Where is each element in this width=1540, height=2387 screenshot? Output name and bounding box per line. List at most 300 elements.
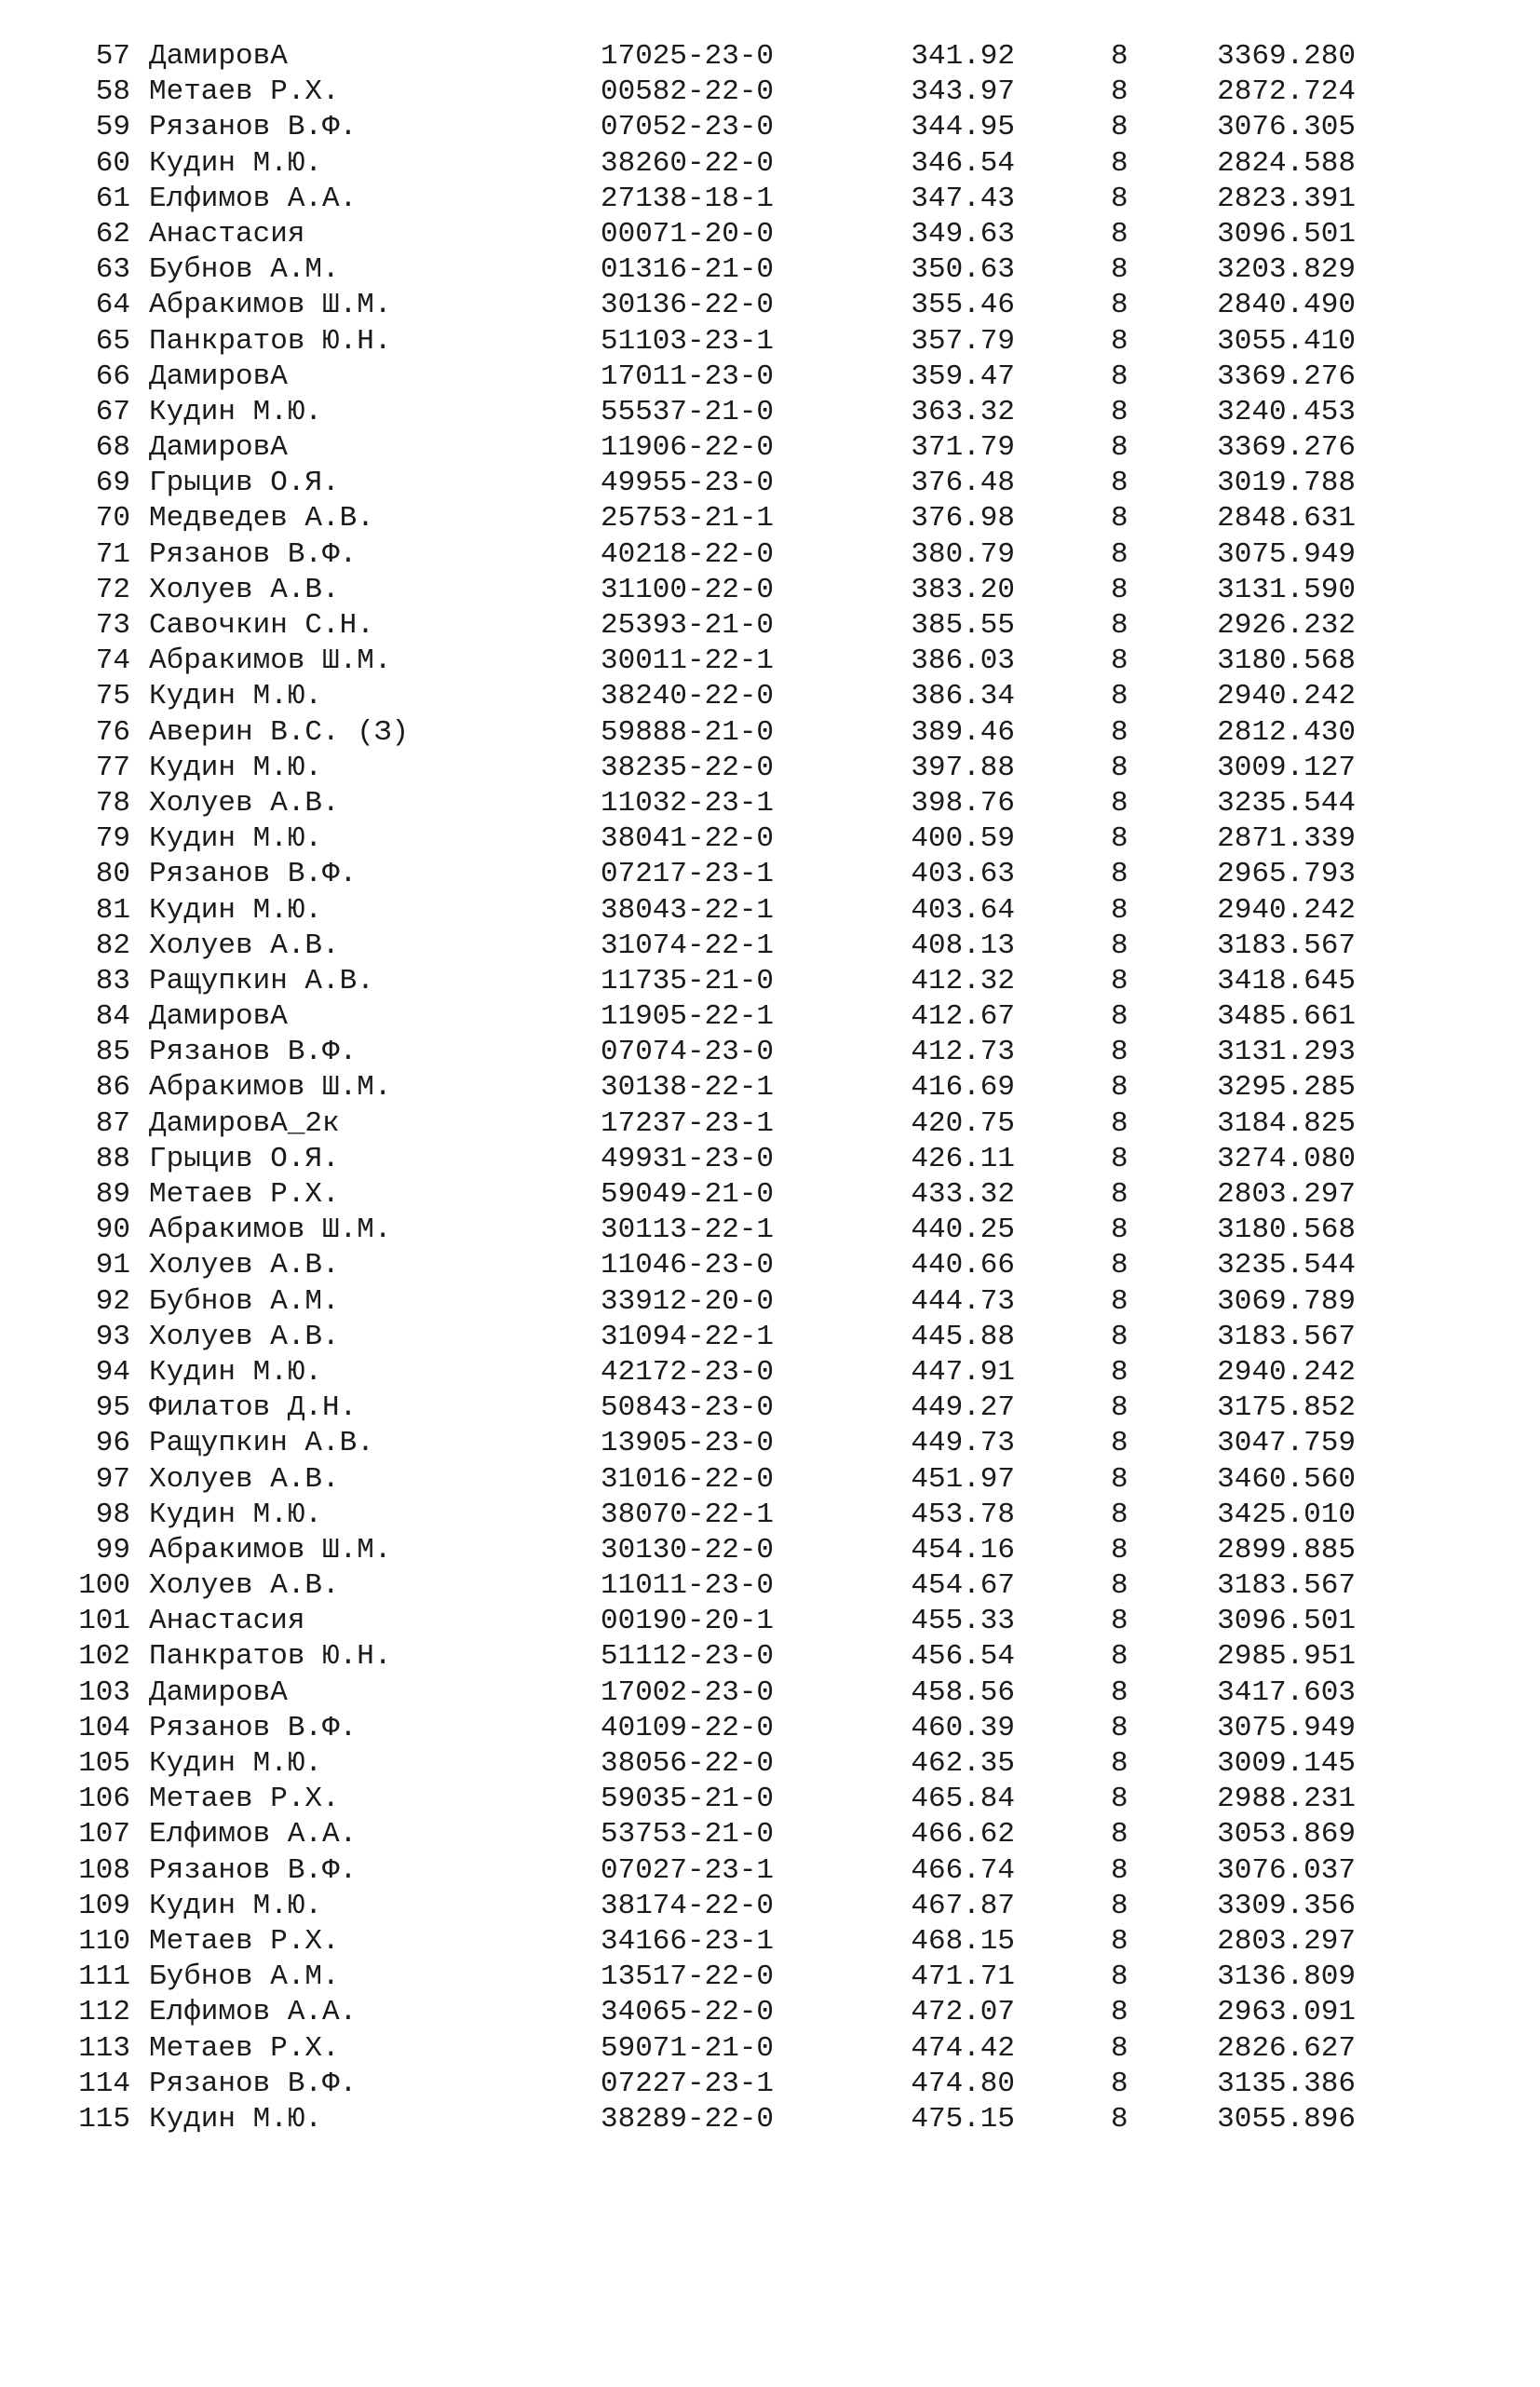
item-code: 38056-22-0 (601, 1747, 775, 1780)
item-code: 31016-22-0 (601, 1462, 775, 1496)
count-value: 8 (1111, 537, 1128, 571)
item-code: 34065-22-0 (601, 1996, 775, 2029)
row-number: 66 (95, 359, 130, 393)
row-number: 105 (78, 1747, 130, 1780)
row-number: 74 (95, 644, 130, 678)
item-code: 00582-22-0 (601, 75, 775, 109)
total-value: 3183.567 (1217, 1320, 1356, 1353)
count-value: 8 (1111, 1391, 1128, 1425)
operator-name: Филатов Д.Н. (149, 1391, 358, 1425)
count-value: 8 (1111, 1889, 1128, 1922)
count-value: 8 (1111, 2102, 1128, 2136)
total-value: 3203.829 (1217, 253, 1356, 287)
item-code: 38235-22-0 (601, 751, 775, 784)
measured-value: 341.92 (911, 40, 1015, 73)
total-value: 2940.242 (1217, 680, 1356, 713)
row-number: 115 (78, 2102, 130, 2136)
table-row (0, 1390, 1540, 1426)
row-number: 67 (95, 395, 130, 428)
item-code: 38289-22-0 (601, 2102, 775, 2136)
row-number: 65 (95, 324, 130, 358)
measured-value: 455.33 (911, 1605, 1015, 1638)
count-value: 8 (1111, 217, 1128, 251)
row-number: 73 (95, 609, 130, 642)
total-value: 3075.949 (1217, 537, 1356, 571)
document-table (0, 39, 1540, 2137)
table-row (0, 1355, 1540, 1390)
item-code: 50843-23-0 (601, 1391, 775, 1425)
row-number: 60 (95, 146, 130, 180)
operator-name: Абракимов Ш.М. (149, 1071, 392, 1105)
item-code: 17237-23-1 (601, 1106, 775, 1140)
item-code: 49955-23-0 (601, 467, 775, 500)
table-row (0, 359, 1540, 395)
table-row (0, 1177, 1540, 1213)
row-number: 112 (78, 1996, 130, 2029)
item-code: 59035-21-0 (601, 1783, 775, 1816)
total-value: 3183.567 (1217, 1569, 1356, 1603)
operator-name: Кудин М.Ю. (149, 893, 323, 927)
item-code: 13517-22-0 (601, 1960, 775, 1994)
table-row (0, 252, 1540, 288)
item-code: 07052-23-0 (601, 111, 775, 144)
count-value: 8 (1111, 1569, 1128, 1603)
measured-value: 440.25 (911, 1214, 1015, 1247)
table-row (0, 1960, 1540, 1995)
count-value: 8 (1111, 680, 1128, 713)
count-value: 8 (1111, 467, 1128, 500)
measured-value: 475.15 (911, 2102, 1015, 2136)
operator-name: Метаев Р.Х. (149, 1783, 340, 1816)
total-value: 3369.280 (1217, 40, 1356, 73)
total-value: 3235.544 (1217, 1249, 1356, 1282)
row-number: 69 (95, 467, 130, 500)
item-code: 01316-21-0 (601, 253, 775, 287)
measured-value: 400.59 (911, 822, 1015, 856)
table-row (0, 2067, 1540, 2102)
item-code: 30011-22-1 (601, 644, 775, 678)
total-value: 3131.293 (1217, 1036, 1356, 1069)
item-code: 30130-22-0 (601, 1533, 775, 1566)
row-number: 95 (95, 1391, 130, 1425)
total-value: 2965.793 (1217, 858, 1356, 891)
operator-name: Метаев Р.Х. (149, 1924, 340, 1958)
row-number: 99 (95, 1533, 130, 1566)
operator-name: Панкратов Ю.Н. (149, 324, 392, 358)
measured-value: 355.46 (911, 289, 1015, 322)
table-row (0, 1142, 1540, 1177)
row-number: 92 (95, 1284, 130, 1318)
row-number: 110 (78, 1924, 130, 1958)
measured-value: 357.79 (911, 324, 1015, 358)
count-value: 8 (1111, 1178, 1128, 1211)
measured-value: 349.63 (911, 217, 1015, 251)
item-code: 38070-22-1 (601, 1498, 775, 1531)
operator-name: Кудин М.Ю. (149, 680, 323, 713)
count-value: 8 (1111, 1960, 1128, 1994)
row-number: 102 (78, 1640, 130, 1674)
measured-value: 389.46 (911, 715, 1015, 749)
table-row (0, 146, 1540, 182)
measured-value: 433.32 (911, 1178, 1015, 1211)
operator-name: Бубнов А.М. (149, 1960, 340, 1994)
row-number: 81 (95, 893, 130, 927)
row-number: 107 (78, 1818, 130, 1851)
table-row (0, 501, 1540, 536)
measured-value: 420.75 (911, 1106, 1015, 1140)
count-value: 8 (1111, 1818, 1128, 1851)
total-value: 3009.145 (1217, 1747, 1356, 1780)
operator-name: Грыцив О.Я. (149, 1142, 340, 1175)
measured-value: 472.07 (911, 1996, 1015, 2029)
measured-value: 383.20 (911, 573, 1015, 606)
item-code: 31100-22-0 (601, 573, 775, 606)
total-value: 2940.242 (1217, 893, 1356, 927)
table-row (0, 1675, 1540, 1711)
item-code: 59888-21-0 (601, 715, 775, 749)
count-value: 8 (1111, 715, 1128, 749)
operator-name: Кудин М.Ю. (149, 395, 323, 428)
row-number: 82 (95, 929, 130, 962)
total-value: 3425.010 (1217, 1498, 1356, 1531)
operator-name: Кудин М.Ю. (149, 1747, 323, 1780)
item-code: 11906-22-0 (601, 431, 775, 465)
row-number: 90 (95, 1214, 130, 1247)
operator-name: Кудин М.Ю. (149, 1498, 323, 1531)
row-number: 78 (95, 786, 130, 820)
row-number: 63 (95, 253, 130, 287)
count-value: 8 (1111, 751, 1128, 784)
row-number: 87 (95, 1106, 130, 1140)
table-row (0, 1106, 1540, 1142)
count-value: 8 (1111, 40, 1128, 73)
row-number: 97 (95, 1462, 130, 1496)
row-number: 80 (95, 858, 130, 891)
item-code: 11735-21-0 (601, 964, 775, 997)
operator-name: Анастасия (149, 1605, 305, 1638)
total-value: 2824.588 (1217, 146, 1356, 180)
total-value: 3009.127 (1217, 751, 1356, 784)
table-row (0, 1320, 1540, 1355)
measured-value: 363.32 (911, 395, 1015, 428)
measured-value: 416.69 (911, 1071, 1015, 1105)
count-value: 8 (1111, 929, 1128, 962)
count-value: 8 (1111, 1284, 1128, 1318)
table-row (0, 893, 1540, 929)
operator-name: Аверин В.С. (З) (149, 715, 410, 749)
item-code: 38240-22-0 (601, 680, 775, 713)
operator-name: Рязанов В.Ф. (149, 1711, 358, 1744)
count-value: 8 (1111, 1000, 1128, 1034)
measured-value: 426.11 (911, 1142, 1015, 1175)
operator-name: Холуев А.В. (149, 929, 340, 962)
table-row (0, 1924, 1540, 1960)
total-value: 2985.951 (1217, 1640, 1356, 1674)
table-row (0, 2102, 1540, 2137)
count-value: 8 (1111, 182, 1128, 215)
count-value: 8 (1111, 1783, 1128, 1816)
item-code: 31074-22-1 (601, 929, 775, 962)
table-row (0, 1604, 1540, 1639)
operator-name: ДамировА (149, 1000, 288, 1034)
operator-name: Абракимов Ш.М. (149, 1214, 392, 1247)
table-row (0, 39, 1540, 75)
total-value: 3274.080 (1217, 1142, 1356, 1175)
item-code: 00190-20-1 (601, 1605, 775, 1638)
measured-value: 398.76 (911, 786, 1015, 820)
item-code: 07227-23-1 (601, 2067, 775, 2100)
total-value: 2988.231 (1217, 1783, 1356, 1816)
count-value: 8 (1111, 964, 1128, 997)
row-number: 75 (95, 680, 130, 713)
total-value: 2840.490 (1217, 289, 1356, 322)
item-code: 30138-22-1 (601, 1071, 775, 1105)
total-value: 3184.825 (1217, 1106, 1356, 1140)
operator-name: Савочкин С.Н. (149, 609, 374, 642)
table-row (0, 1711, 1540, 1746)
count-value: 8 (1111, 359, 1128, 393)
count-value: 8 (1111, 893, 1128, 927)
row-number: 113 (78, 2031, 130, 2065)
count-value: 8 (1111, 573, 1128, 606)
operator-name: Холуев А.В. (149, 1249, 340, 1282)
operator-name: Кудин М.Ю. (149, 751, 323, 784)
table-row (0, 821, 1540, 857)
measured-value: 412.67 (911, 1000, 1015, 1034)
count-value: 8 (1111, 858, 1128, 891)
table-row (0, 395, 1540, 430)
count-value: 8 (1111, 1853, 1128, 1887)
item-code: 07027-23-1 (601, 1853, 775, 1887)
operator-name: Рязанов В.Ф. (149, 2067, 358, 2100)
count-value: 8 (1111, 2031, 1128, 2065)
total-value: 2826.627 (1217, 2031, 1356, 2065)
operator-name: Бубнов А.М. (149, 1284, 340, 1318)
count-value: 8 (1111, 609, 1128, 642)
measured-value: 454.16 (911, 1533, 1015, 1566)
total-value: 2803.297 (1217, 1178, 1356, 1211)
operator-name: Холуев А.В. (149, 1462, 340, 1496)
row-number: 108 (78, 1853, 130, 1887)
count-value: 8 (1111, 111, 1128, 144)
count-value: 8 (1111, 2067, 1128, 2100)
total-value: 2899.885 (1217, 1533, 1356, 1566)
count-value: 8 (1111, 1355, 1128, 1389)
table-row (0, 2031, 1540, 2067)
table-row (0, 324, 1540, 359)
operator-name: Елфимов А.А. (149, 1818, 358, 1851)
item-code: 40218-22-0 (601, 537, 775, 571)
total-value: 3309.356 (1217, 1889, 1356, 1922)
item-code: 38260-22-0 (601, 146, 775, 180)
measured-value: 445.88 (911, 1320, 1015, 1353)
row-number: 94 (95, 1355, 130, 1389)
item-code: 31094-22-1 (601, 1320, 775, 1353)
measured-value: 412.73 (911, 1036, 1015, 1069)
row-number: 89 (95, 1178, 130, 1211)
operator-name: Ращупкин А.В. (149, 964, 374, 997)
operator-name: Рязанов В.Ф. (149, 1853, 358, 1887)
total-value: 3136.809 (1217, 1960, 1356, 1994)
operator-name: Метаев Р.Х. (149, 2031, 340, 2065)
measured-value: 444.73 (911, 1284, 1015, 1318)
total-value: 3075.949 (1217, 1711, 1356, 1744)
operator-name: ДамировА_2к (149, 1106, 340, 1140)
item-code: 55537-21-0 (601, 395, 775, 428)
operator-name: Абракимов Ш.М. (149, 1533, 392, 1566)
item-code: 30113-22-1 (601, 1214, 775, 1247)
total-value: 3076.037 (1217, 1853, 1356, 1887)
measured-value: 466.62 (911, 1818, 1015, 1851)
total-value: 3369.276 (1217, 359, 1356, 393)
item-code: 13905-23-0 (601, 1427, 775, 1460)
count-value: 8 (1111, 1036, 1128, 1069)
row-number: 79 (95, 822, 130, 856)
row-number: 61 (95, 182, 130, 215)
item-code: 25753-21-1 (601, 502, 775, 536)
operator-name: Холуев А.В. (149, 1320, 340, 1353)
table-row (0, 1746, 1540, 1782)
item-code: 53753-21-0 (601, 1818, 775, 1851)
table-row (0, 1782, 1540, 1817)
measured-value: 343.97 (911, 75, 1015, 109)
table-row (0, 1248, 1540, 1283)
item-code: 11011-23-0 (601, 1569, 775, 1603)
total-value: 3180.568 (1217, 644, 1356, 678)
item-code: 11032-23-1 (601, 786, 775, 820)
item-code: 38041-22-0 (601, 822, 775, 856)
operator-name: Метаев Р.Х. (149, 75, 340, 109)
count-value: 8 (1111, 1996, 1128, 2029)
row-number: 86 (95, 1071, 130, 1105)
operator-name: Абракимов Ш.М. (149, 644, 392, 678)
item-code: 00071-20-0 (601, 217, 775, 251)
total-value: 2871.339 (1217, 822, 1356, 856)
item-code: 38043-22-1 (601, 893, 775, 927)
row-number: 106 (78, 1783, 130, 1816)
total-value: 3055.410 (1217, 324, 1356, 358)
row-number: 88 (95, 1142, 130, 1175)
total-value: 2848.631 (1217, 502, 1356, 536)
measured-value: 376.48 (911, 467, 1015, 500)
table-row (0, 929, 1540, 964)
measured-value: 385.55 (911, 609, 1015, 642)
measured-value: 449.27 (911, 1391, 1015, 1425)
row-number: 85 (95, 1036, 130, 1069)
item-code: 30136-22-0 (601, 289, 775, 322)
count-value: 8 (1111, 1320, 1128, 1353)
total-value: 2812.430 (1217, 715, 1356, 749)
table-row (0, 857, 1540, 892)
measured-value: 451.97 (911, 1462, 1015, 1496)
item-code: 25393-21-0 (601, 609, 775, 642)
table-row (0, 1533, 1540, 1568)
total-value: 3180.568 (1217, 1214, 1356, 1247)
total-value: 2926.232 (1217, 609, 1356, 642)
item-code: 33912-20-0 (601, 1284, 775, 1318)
total-value: 3418.645 (1217, 964, 1356, 997)
table-row (0, 1853, 1540, 1889)
row-number: 104 (78, 1711, 130, 1744)
table-row (0, 999, 1540, 1035)
table-row (0, 1426, 1540, 1461)
count-value: 8 (1111, 1498, 1128, 1531)
measured-value: 471.71 (911, 1960, 1015, 1994)
total-value: 3047.759 (1217, 1427, 1356, 1460)
count-value: 8 (1111, 1533, 1128, 1566)
item-code: 42172-23-0 (601, 1355, 775, 1389)
row-number: 59 (95, 111, 130, 144)
measured-value: 453.78 (911, 1498, 1015, 1531)
total-value: 3096.501 (1217, 1605, 1356, 1638)
total-value: 3053.869 (1217, 1818, 1356, 1851)
table-row (0, 217, 1540, 252)
item-code: 17002-23-0 (601, 1675, 775, 1709)
row-number: 72 (95, 573, 130, 606)
table-row (0, 608, 1540, 644)
total-value: 2823.391 (1217, 182, 1356, 215)
measured-value: 474.42 (911, 2031, 1015, 2065)
item-code: 49931-23-0 (601, 1142, 775, 1175)
item-code: 27138-18-1 (601, 182, 775, 215)
operator-name: Метаев Р.Х. (149, 1178, 340, 1211)
row-number: 58 (95, 75, 130, 109)
row-number: 109 (78, 1889, 130, 1922)
row-number: 103 (78, 1675, 130, 1709)
measured-value: 347.43 (911, 182, 1015, 215)
item-code: 17025-23-0 (601, 40, 775, 73)
table-row (0, 466, 1540, 501)
row-number: 83 (95, 964, 130, 997)
count-value: 8 (1111, 1142, 1128, 1175)
table-row (0, 964, 1540, 999)
measured-value: 462.35 (911, 1747, 1015, 1780)
count-value: 8 (1111, 502, 1128, 536)
operator-name: Рязанов В.Ф. (149, 537, 358, 571)
row-number: 101 (78, 1605, 130, 1638)
item-code: 34166-23-1 (601, 1924, 775, 1958)
item-code: 51112-23-0 (601, 1640, 775, 1674)
operator-name: Рязанов В.Ф. (149, 1036, 358, 1069)
table-row (0, 573, 1540, 608)
count-value: 8 (1111, 253, 1128, 287)
row-number: 68 (95, 431, 130, 465)
count-value: 8 (1111, 644, 1128, 678)
count-value: 8 (1111, 1640, 1128, 1674)
table-row (0, 288, 1540, 323)
operator-name: Грыцив О.Я. (149, 467, 340, 500)
row-number: 111 (78, 1960, 130, 1994)
table-row (0, 537, 1540, 573)
count-value: 8 (1111, 431, 1128, 465)
measured-value: 449.73 (911, 1427, 1015, 1460)
measured-value: 474.80 (911, 2067, 1015, 2100)
total-value: 3175.852 (1217, 1391, 1356, 1425)
measured-value: 460.39 (911, 1711, 1015, 1744)
table-row (0, 751, 1540, 786)
count-value: 8 (1111, 1605, 1128, 1638)
table-row (0, 1889, 1540, 1924)
total-value: 2803.297 (1217, 1924, 1356, 1958)
item-code: 38174-22-0 (601, 1889, 775, 1922)
table-row (0, 1070, 1540, 1105)
table-row (0, 1639, 1540, 1675)
item-code: 11905-22-1 (601, 1000, 775, 1034)
measured-value: 350.63 (911, 253, 1015, 287)
row-number: 71 (95, 537, 130, 571)
total-value: 3295.285 (1217, 1071, 1356, 1105)
count-value: 8 (1111, 146, 1128, 180)
